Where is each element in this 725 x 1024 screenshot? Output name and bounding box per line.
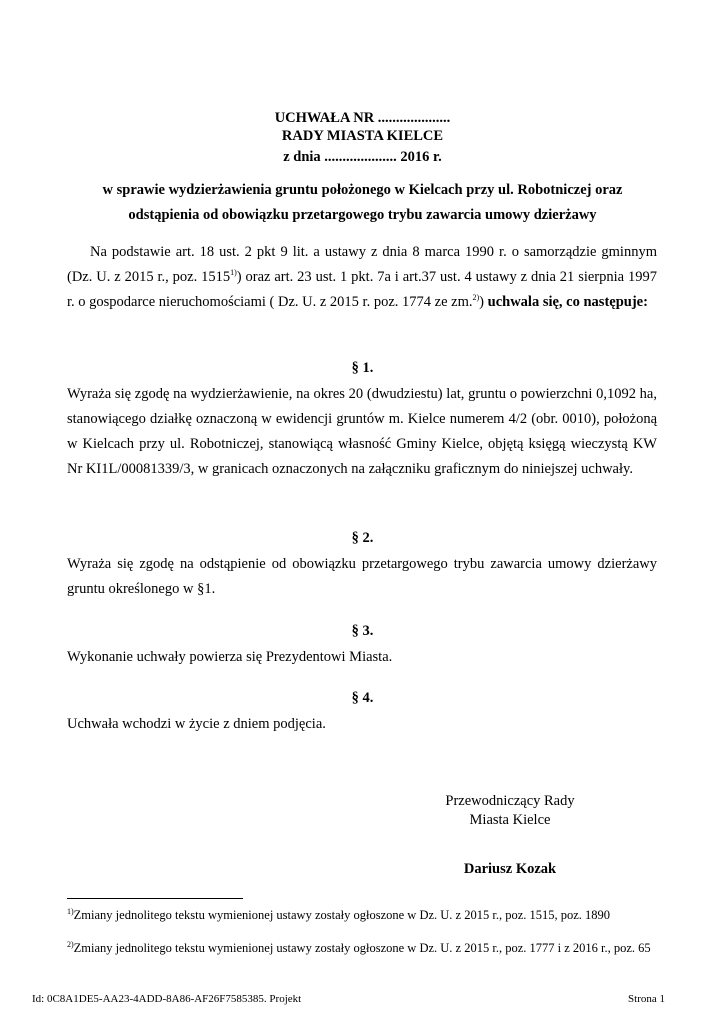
section-2-heading: § 2. [351, 530, 374, 546]
signature-name: Dariusz Kozak [463, 861, 557, 877]
preamble-enacting-clause: uchwala się, co następuje: [487, 294, 648, 310]
footnote-ref-2: 2) [472, 293, 480, 303]
subject-line-1: w sprawie wydzierżawienia gruntu położonego w Kielcach przy ul. Robotniczej oraz [102, 182, 623, 198]
footnote-2 [67, 940, 657, 956]
footnote-1 [67, 907, 657, 923]
footnote-1-marker: 1) [67, 906, 74, 916]
section-4-text: Uchwała wchodzi w życie z dniem podjęcia. [67, 716, 326, 732]
section-3-text: Wykonanie uchwały powierza się Prezydentowi Miasta. [67, 649, 393, 665]
footnote-separator [67, 898, 243, 899]
section-1-text: Wyraża się zgodę na wydzierżawienie, na okres 20 (dwudziestu) lat, gruntu o powierzchni 0,1092 ha, stanowiącego działkę oznaczoną w ewidencji gruntów m. Kielce numerem 4/2 (obr. 0010), położoną w Kielcach przy ul. Robotniczej, stanowiącą własność Gminy Kielce, objętą księgą wieczystą KW Nr KI1L/00081339/3, w granicach oznaczonych na załączniku graficznym do niniejszej uchwały. [67, 386, 657, 477]
section-4-heading: § 4. [351, 690, 374, 706]
resolution-number: UCHWAŁA NR .................... [274, 110, 451, 126]
preamble [67, 240, 657, 315]
footnote-ref-1: 1) [230, 268, 237, 278]
document-id: Id: 0C8A1DE5-AA23-4ADD-8A86-AF26F7585385. Projekt [32, 993, 302, 1005]
footnote-2-text: Zmiany jednolitego tekstu wymienionej ustawy zostały ogłoszone w Dz. U. z 2015 r., poz. 1777 i z 2016 r., poz. 65 [73, 941, 651, 955]
page-number: Strona 1 [628, 993, 665, 1005]
section-3-heading: § 3. [351, 623, 374, 639]
section-2-text: Wyraża się zgodę na odstąpienie od obowiązku przetargowego trybu zawarcia umowy dzierżawy gruntu określonego w §1. [67, 556, 657, 597]
section-1-heading: § 1. [351, 360, 374, 376]
subject-line-2: odstąpienia od obowiązku przetargowego trybu zawarcia umowy dzierżawy [128, 207, 597, 223]
footnote-1-text: Zmiany jednolitego tekstu wymienionej ustawy zostały ogłoszone w Dz. U. z 2015 r., poz. 1515, poz. 1890 [73, 908, 611, 922]
footnote-2-marker: 2) [67, 939, 74, 949]
signature-title-1: Przewodniczący Rady [445, 793, 575, 809]
preamble-text-c: ) [479, 294, 488, 310]
preamble-text-b: ) oraz art. 23 ust. 1 pkt. 7a i art.37 ust. 4 ustawy z dnia 21 sierpnia 1997 r. o gospodarce nieruchomościami ( Dz. U. z 2015 r. poz. 1774 ze zm. [67, 269, 657, 310]
signature-title-2: Miasta Kielce [469, 812, 551, 828]
resolution-date: z dnia .................... 2016 r. [283, 149, 442, 165]
preamble-text-a: Na podstawie art. 18 ust. 2 pkt 9 lit. a ustawy z dnia 8 marca 1990 r. o samorządzie gminnym (Dz. U. z 2015 r., poz. 1515 [67, 244, 657, 285]
council-name: RADY MIASTA KIELCE [281, 128, 444, 144]
